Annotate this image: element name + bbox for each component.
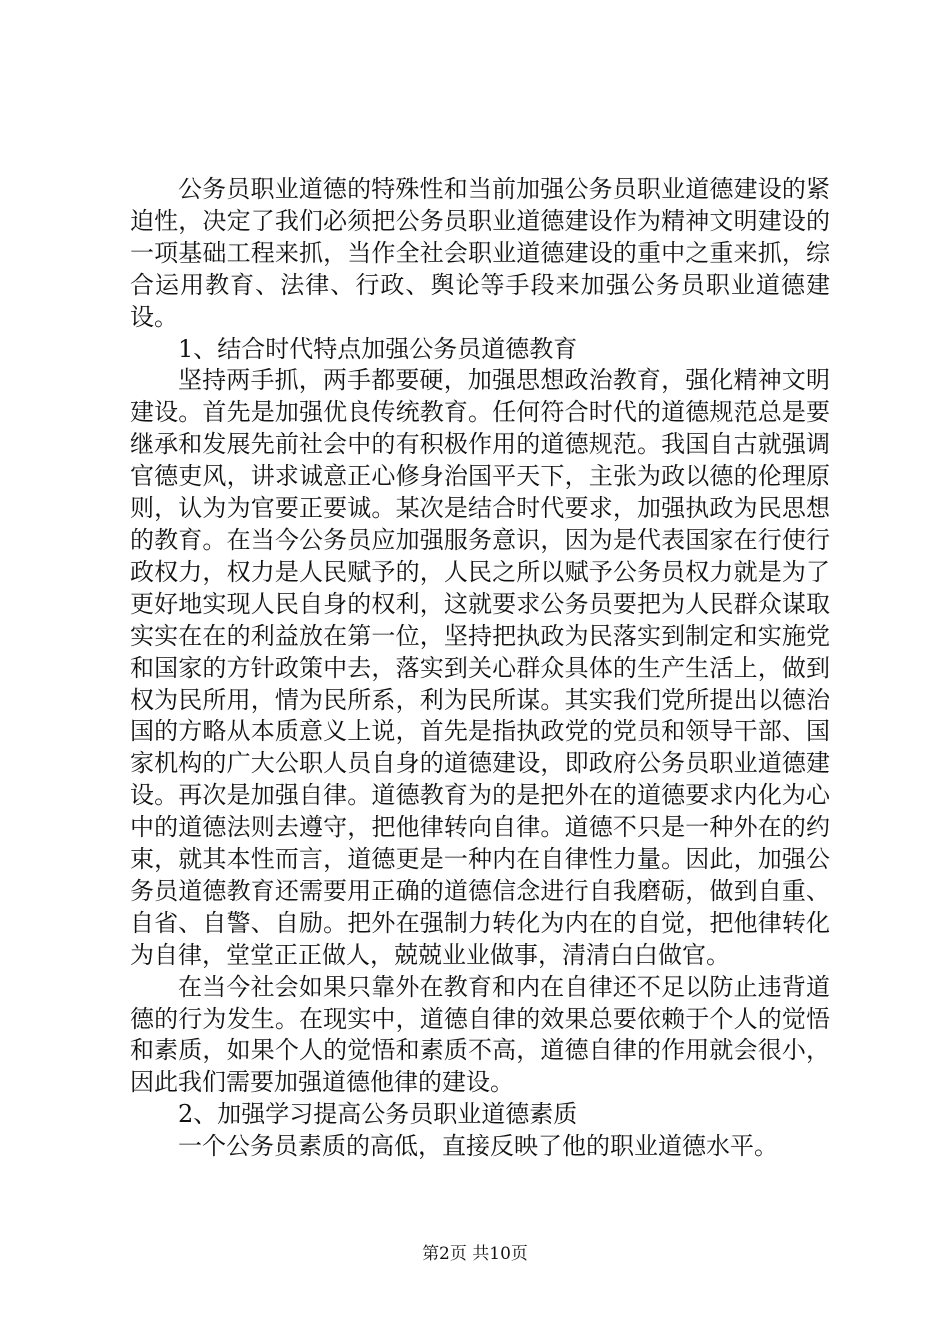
paragraph-heteronomy: 在当今社会如果只靠外在教育和内在自律还不足以防止违背道德的行为发生。在现实中，道德自律的效果总要依赖于个人的觉悟和素质，如果个人的觉悟和素质不高，道德自律的作用就会很小，因此我们需要加强道德他律的建设。: [130, 972, 830, 1097]
document-body: [130, 174, 830, 1163]
paragraph-moral-education: 坚持两手抓，两手都要硬，加强思想政治教育，强化精神文明建设。首先是加强优良传统教育。任何符合时代的道德规范总是要继承和发展先前社会中的有积极作用的道德规范。我国自古就强调官德吏风，讲求诚意正心修身治国平天下，主张为政以德的伦理原则，认为为官要正要诚。某次是结合时代要求，加强执政为民思想的教育。在当今公务员应加强服务意识，因为是代表国家在行使行政权力，权力是人民赋予的，人民之所以赋予公务员权力就是为了更好地实现人民自身的权利，这就要求公务员要把为人民群众谋取实实在在的利益放在第一位，坚持把执政为民落实到制定和实施党和国家的方针政策中去，落实到关心群众具体的生产生活上，做到权为民所用，情为民所系，利为民所谋。其实我们党所提出以德治国的方略从本质意义上说，首先是指执政党的党员和领导干部、国家机构的广大公职人员自身的道德建设，即政府公务员职业道德建设。再次是加强自律。道德教育为的是把外在的道德要求内化为心中的道德法则去遵守，把他律转向自律。道德不只是一种外在的约束，就其本性而言，道德更是一种内在自律性力量。因此，加强公务员道德教育还需要用正确的道德信念进行自我磨砺，做到自重、自省、自警、自励。把外在强制力转化为内在的自觉，把他律转化为自律，堂堂正正做人，兢兢业业做事，清清白白做官。: [130, 366, 830, 969]
page-number-footer: 第2页 共10页: [422, 1244, 528, 1264]
section-heading-2: 2、加强学习提高公务员职业道德素质: [178, 1100, 578, 1129]
paragraph-intro: 公务员职业道德的特殊性和当前加强公务员职业道德建设的紧迫性，决定了我们必须把公务员职业道德建设作为精神文明建设的一项基础工程来抓，当作全社会职业道德建设的重中之重来抓，综合运用教育、法律、行政、舆论等手段来加强公务员职业道德建设。: [130, 175, 830, 331]
paragraph-quality: 一个公务员素质的高低，直接反映了他的职业道德水平。: [178, 1132, 778, 1161]
section-heading-1: 1、结合时代特点加强公务员道德教育: [178, 334, 578, 363]
